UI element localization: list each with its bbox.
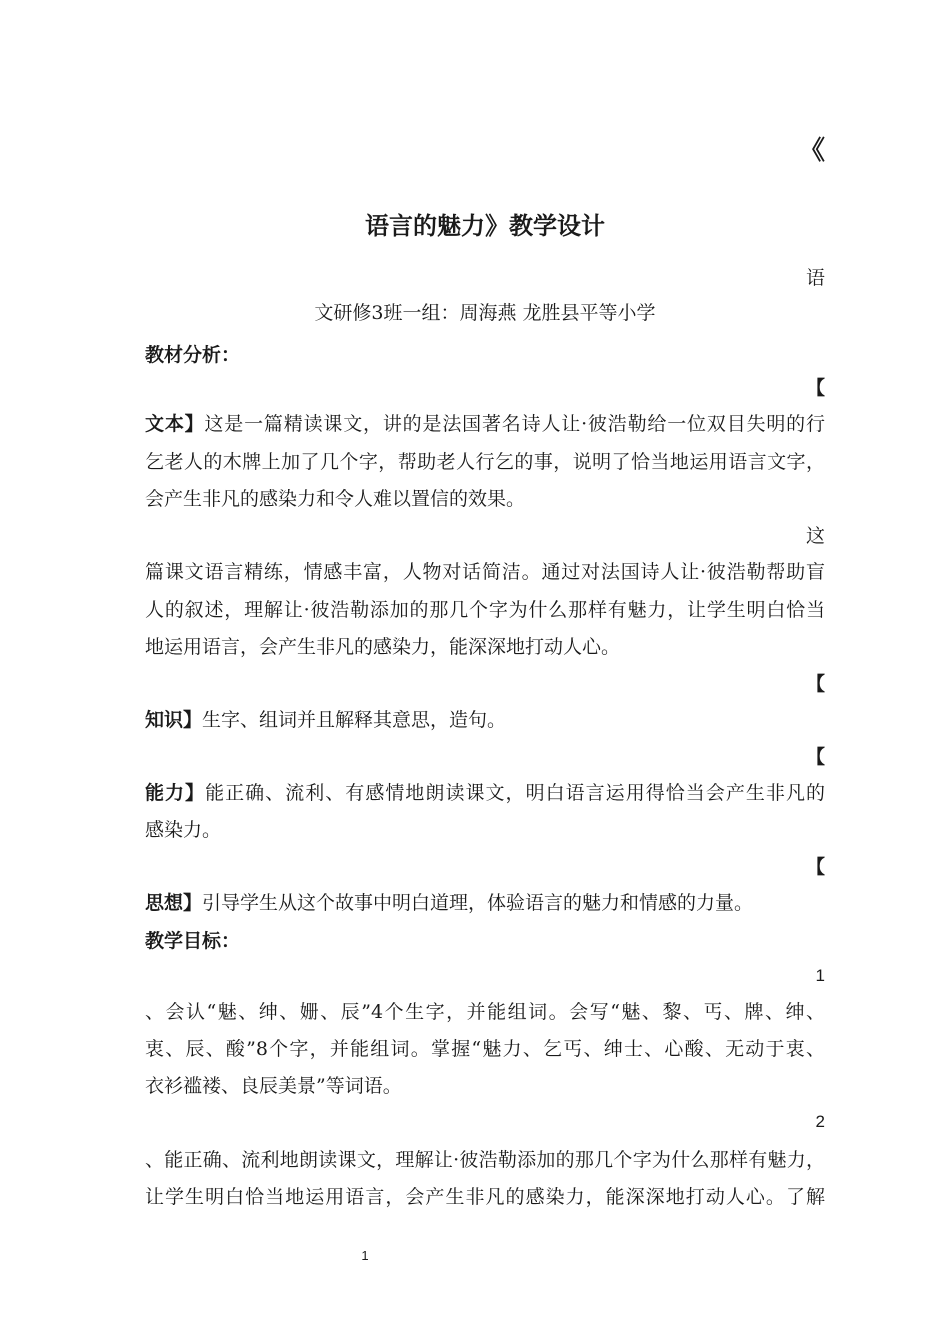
bracket-knowledge: 【 [805, 673, 825, 695]
title-open-mark: 《 [798, 136, 825, 166]
text-para2-line2: 人的叙述，理解让·彼浩勒添加的那几个字为什么那样有魅力，让学生明白恰当 [145, 599, 825, 621]
goal2-number: 2 [815, 1112, 825, 1131]
text-para2-line3: 地运用语言，会产生非凡的感染力，能深深地打动人心。 [145, 636, 621, 658]
author-line: 文研修3班一组：周海燕 龙胜县平等小学 [314, 302, 656, 324]
bracket-ability: 【 [805, 746, 825, 768]
page-number: 1 [361, 1248, 369, 1263]
text-para2-line1: 篇课文语言精练，情感丰富，人物对话简洁。通过对法国诗人让·彼浩勒帮助盲 [145, 561, 825, 583]
goal1-line2: 衷、辰、酸”8个字，并能组词。掌握“魅力、乞丐、绅士、心酸、无动于衷、 [145, 1038, 825, 1060]
material-analysis-heading: 教材分析： [145, 344, 241, 366]
text-para-line1: 文本】这是一篇精读课文，讲的是法国著名诗人让·彼浩勒给一位双目失明的行 [145, 413, 825, 435]
teaching-goals-heading: 教学目标： [145, 930, 241, 952]
ability-line1: 能力】能正确、流利、有感情地朗读课文，明白语言运用得恰当会产生非凡的 [145, 782, 825, 804]
text-para2-lead: 这 [805, 525, 825, 547]
knowledge-label: 知识】 [145, 709, 203, 731]
text-para-line3: 会产生非凡的感染力和令人难以置信的效果。 [145, 488, 526, 510]
goal1-number: 1 [815, 966, 825, 985]
goal1-line1: 、会认“魅、绅、姗、辰”4个生字，并能组词。会写“魅、黎、丐、牌、绅、 [145, 1001, 825, 1023]
goal2-line2: 让学生明白恰当地运用语言，会产生非凡的感染力，能深深地打动人心。了解 [145, 1186, 825, 1208]
bracket-thought: 【 [805, 856, 825, 878]
goal1-line3: 衣衫褴褛、良辰美景”等词语。 [145, 1075, 402, 1097]
text-label: 文本】 [145, 413, 205, 435]
thought-label: 思想】 [145, 892, 203, 914]
ability-label: 能力】 [145, 782, 206, 804]
page-title: 语言的魅力》教学设计 [365, 211, 605, 240]
thought-line: 思想】引导学生从这个故事中明白道理，体验语言的魅力和情感的力量。 [145, 892, 754, 914]
bracket-text: 【 [805, 377, 825, 399]
author-lead-char: 语 [805, 267, 825, 289]
text-para-line2: 乞老人的木牌上加了几个字，帮助老人行乞的事，说明了恰当地运用语言文字， [145, 451, 825, 473]
ability-line2: 感染力。 [145, 819, 222, 841]
knowledge-line: 知识】生字、组词并且解释其意思，造句。 [145, 709, 507, 731]
goal2-line1: 、能正确、流利地朗读课文，理解让·彼浩勒添加的那几个字为什么那样有魅力， [145, 1149, 825, 1171]
